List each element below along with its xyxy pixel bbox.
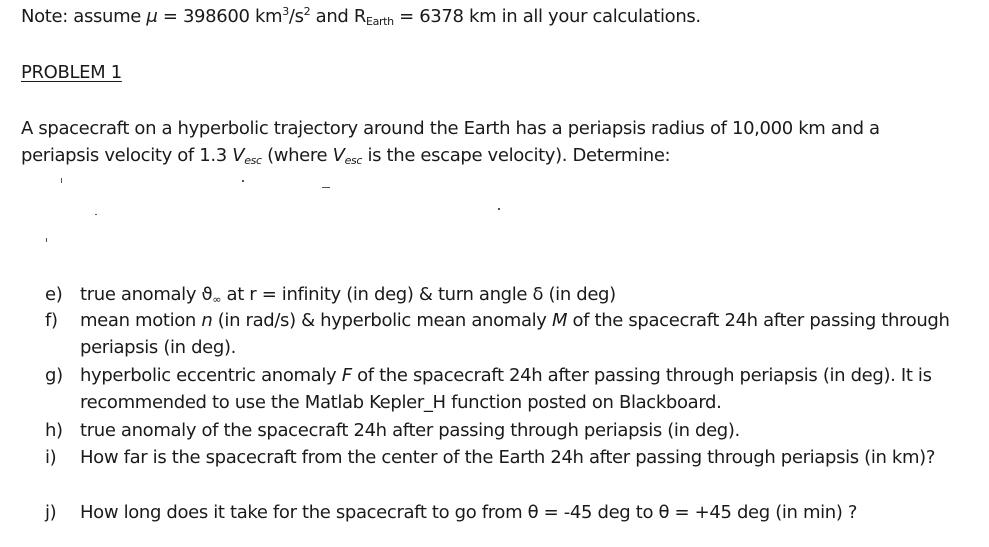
scan-speck — [498, 208, 500, 210]
mu-value: = 398600 km — [157, 6, 283, 27]
item-text-b: at r = infinity (in deg) & turn angle δ (in deg) — [221, 284, 616, 305]
intro-text-b: (where — [261, 145, 333, 166]
scan-speck — [322, 187, 330, 188]
item-text-a: true anomaly ϑ — [80, 284, 213, 305]
scan-speck — [61, 178, 62, 183]
infinity-subscript: ∞ — [212, 293, 222, 306]
r-earth-subscript: Earth — [365, 15, 394, 28]
list-item-f — [45, 307, 980, 361]
item-marker: j) — [45, 502, 57, 523]
intro-text-a: periapsis velocity of 1.3 — [21, 145, 233, 166]
v-esc-symbol: V — [232, 145, 245, 166]
item-marker: i) — [45, 447, 57, 468]
mu-unit-exponent: 2 — [303, 5, 311, 18]
scan-speck — [46, 238, 47, 242]
item-marker: g) — [45, 365, 63, 386]
v-esc-symbol-2: V — [332, 145, 345, 166]
item-text — [80, 362, 980, 416]
item-text-c: of the spacecraft 24h after passing through periapsis (in deg). — [80, 310, 950, 358]
mu-exponent: 3 — [282, 5, 289, 18]
v-esc-subscript-2 — [345, 154, 363, 167]
item-marker: f) — [45, 310, 58, 331]
r-earth-value: = 6378 km in all your calculations. — [393, 6, 701, 27]
intro-line-1: A spacecraft on a hyperbolic trajectory around the Earth has a periapsis radius of 10,000 km and a — [21, 118, 880, 139]
list-item-h — [45, 417, 980, 444]
item-text: How far is the spacecraft from the center of the Earth 24h after passing through periapsis (in km)? — [80, 447, 936, 468]
and-text: and R — [310, 6, 366, 27]
item-text-b: (in rad/s) & hyperbolic mean anomaly — [212, 310, 552, 331]
item-text-a: mean motion — [80, 310, 202, 331]
item-text — [80, 281, 980, 308]
mu-unit: /s — [288, 6, 304, 27]
v-esc-subscript — [244, 154, 262, 167]
item-text — [80, 307, 980, 361]
scan-speck — [242, 180, 244, 182]
list-item-i — [45, 444, 980, 471]
intro-text-c: is the escape velocity). Determine: — [362, 145, 671, 166]
list-item-e — [45, 281, 980, 308]
eccentric-anomaly-symbol: F — [341, 365, 352, 386]
item-text-b: of the spacecraft 24h after passing through periapsis (in deg). It is recommended to use the Matlab Kepler_H function posted on Blackboard. — [80, 365, 932, 413]
item-text: true anomaly of the spacecraft 24h after passing through periapsis (in deg). — [80, 420, 740, 441]
item-marker: e) — [45, 284, 63, 305]
item-text-a: hyperbolic eccentric anomaly — [80, 365, 342, 386]
note-line — [21, 6, 701, 28]
mean-anomaly-symbol: M — [551, 310, 568, 331]
note-prefix: Note: assume — [21, 6, 147, 27]
v-esc-subscript-text-2: esc — [344, 154, 363, 167]
problem-title: PROBLEM 1 — [21, 62, 122, 83]
item-marker: h) — [45, 420, 63, 441]
list-item-j — [45, 499, 980, 526]
mu-symbol: μ — [146, 6, 158, 27]
item-text: How long does it take for the spacecraft to go from θ = -45 deg to θ = +45 deg (in min) ? — [80, 502, 858, 523]
mean-motion-symbol: n — [201, 310, 213, 331]
scan-speck — [95, 214, 97, 215]
intro-line-2 — [21, 145, 670, 167]
list-item-g — [45, 362, 980, 416]
v-esc-subscript-text: esc — [244, 154, 262, 167]
